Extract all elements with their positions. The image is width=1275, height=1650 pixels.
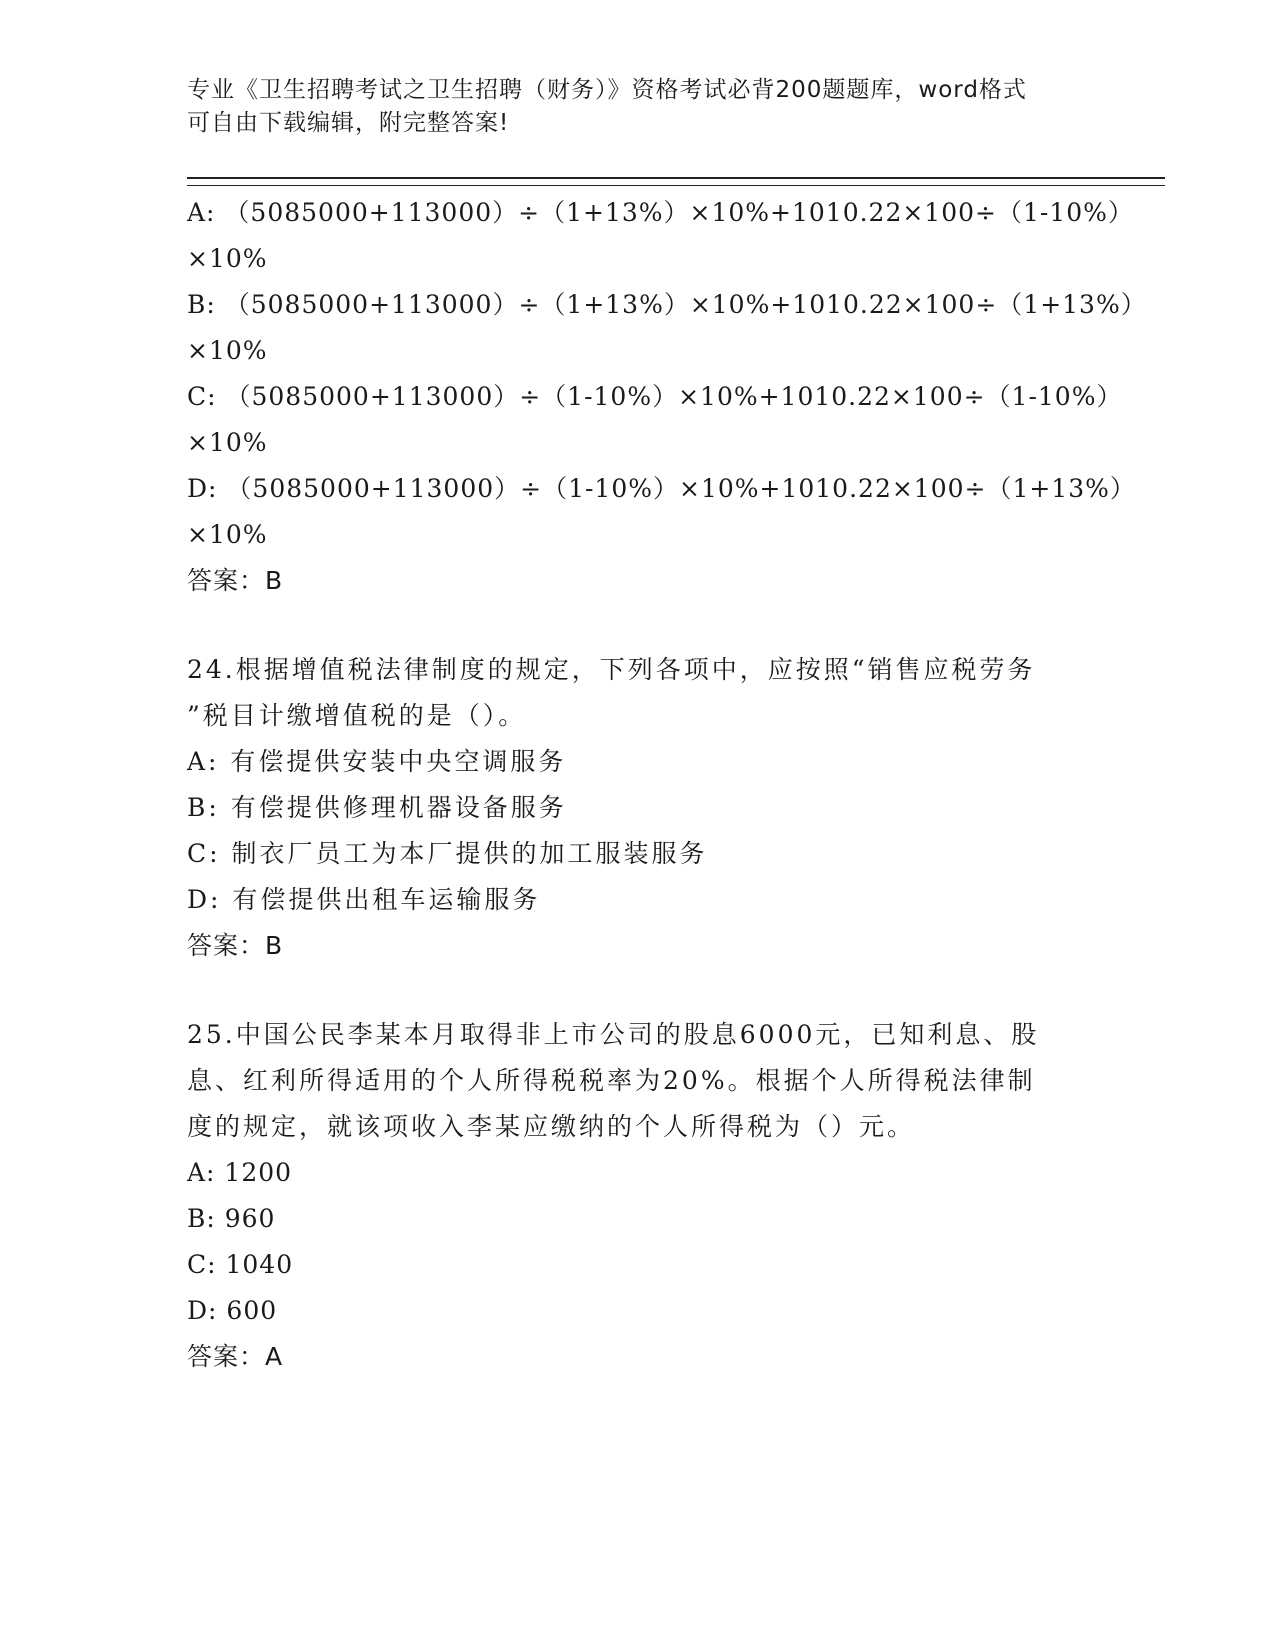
question-text-line-1: 24.根据增值税法律制度的规定，下列各项中，应按照“销售应税劳务 (187, 655, 1036, 684)
page-header (187, 74, 1067, 140)
header-title-line-2: 可自由下载编辑，附完整答案! (187, 110, 510, 136)
option-c-line-2: ×10% (187, 428, 268, 457)
question-text-line-2: ”税目计缴增值税的是（）。 (187, 701, 527, 730)
option-c: C: 制衣厂员工为本厂提供的加工服装服务 (187, 839, 708, 868)
question-gap (187, 604, 1087, 647)
question-text-line-1: 25.中国公民李某本月取得非上市公司的股息6000元，已知利息、股 (187, 1020, 1040, 1049)
option-a-line-2: ×10% (187, 244, 268, 273)
header-title-line-1: 专业《卫生招聘考试之卫生招聘（财务）》资格考试必背200题题库，word格式 (187, 77, 1027, 103)
option-b: B: 960 (187, 1204, 276, 1233)
option-d: D: 600 (187, 1296, 278, 1325)
option-c: C: 1040 (187, 1250, 294, 1279)
question-25 (187, 1012, 1087, 1380)
question-text-line-2: 息、红利所得适用的个人所得税税率为20%。根据个人所得税法律制 (187, 1066, 1036, 1095)
option-a-line-1: A: （5085000+113000）÷（1+13%）×10%+1010.22×100÷（1-10%） (187, 198, 1134, 227)
answer: 答案：B (187, 931, 284, 960)
question-text-line-3: 度的规定，就该项收入李某应缴纳的个人所得税为（）元。 (187, 1112, 916, 1141)
option-b: B: 有偿提供修理机器设备服务 (187, 793, 567, 822)
option-b-line-2: ×10% (187, 336, 268, 365)
answer: 答案：B (187, 566, 284, 595)
question-list (187, 190, 1147, 1380)
question-24 (187, 647, 1087, 969)
option-d-line-1: D: （5085000+113000）÷（1-10%）×10%+1010.22×100÷（1+13%） (187, 474, 1136, 503)
option-a: A: 有偿提供安装中央空调服务 (187, 747, 567, 776)
option-b-line-1: B: （5085000+113000）÷（1+13%）×10%+1010.22×100÷（1+13%） (187, 290, 1147, 319)
question-gap (187, 969, 1087, 1012)
option-c-line-1: C: （5085000+113000）÷（1-10%）×10%+1010.22×100÷（1-10%） (187, 382, 1123, 411)
option-d-line-2: ×10% (187, 520, 268, 549)
header-divider (187, 177, 1165, 186)
question-23 (187, 190, 1147, 604)
option-a: A: 1200 (187, 1158, 293, 1187)
answer: 答案：A (187, 1342, 284, 1371)
option-d: D: 有偿提供出租车运输服务 (187, 885, 541, 914)
